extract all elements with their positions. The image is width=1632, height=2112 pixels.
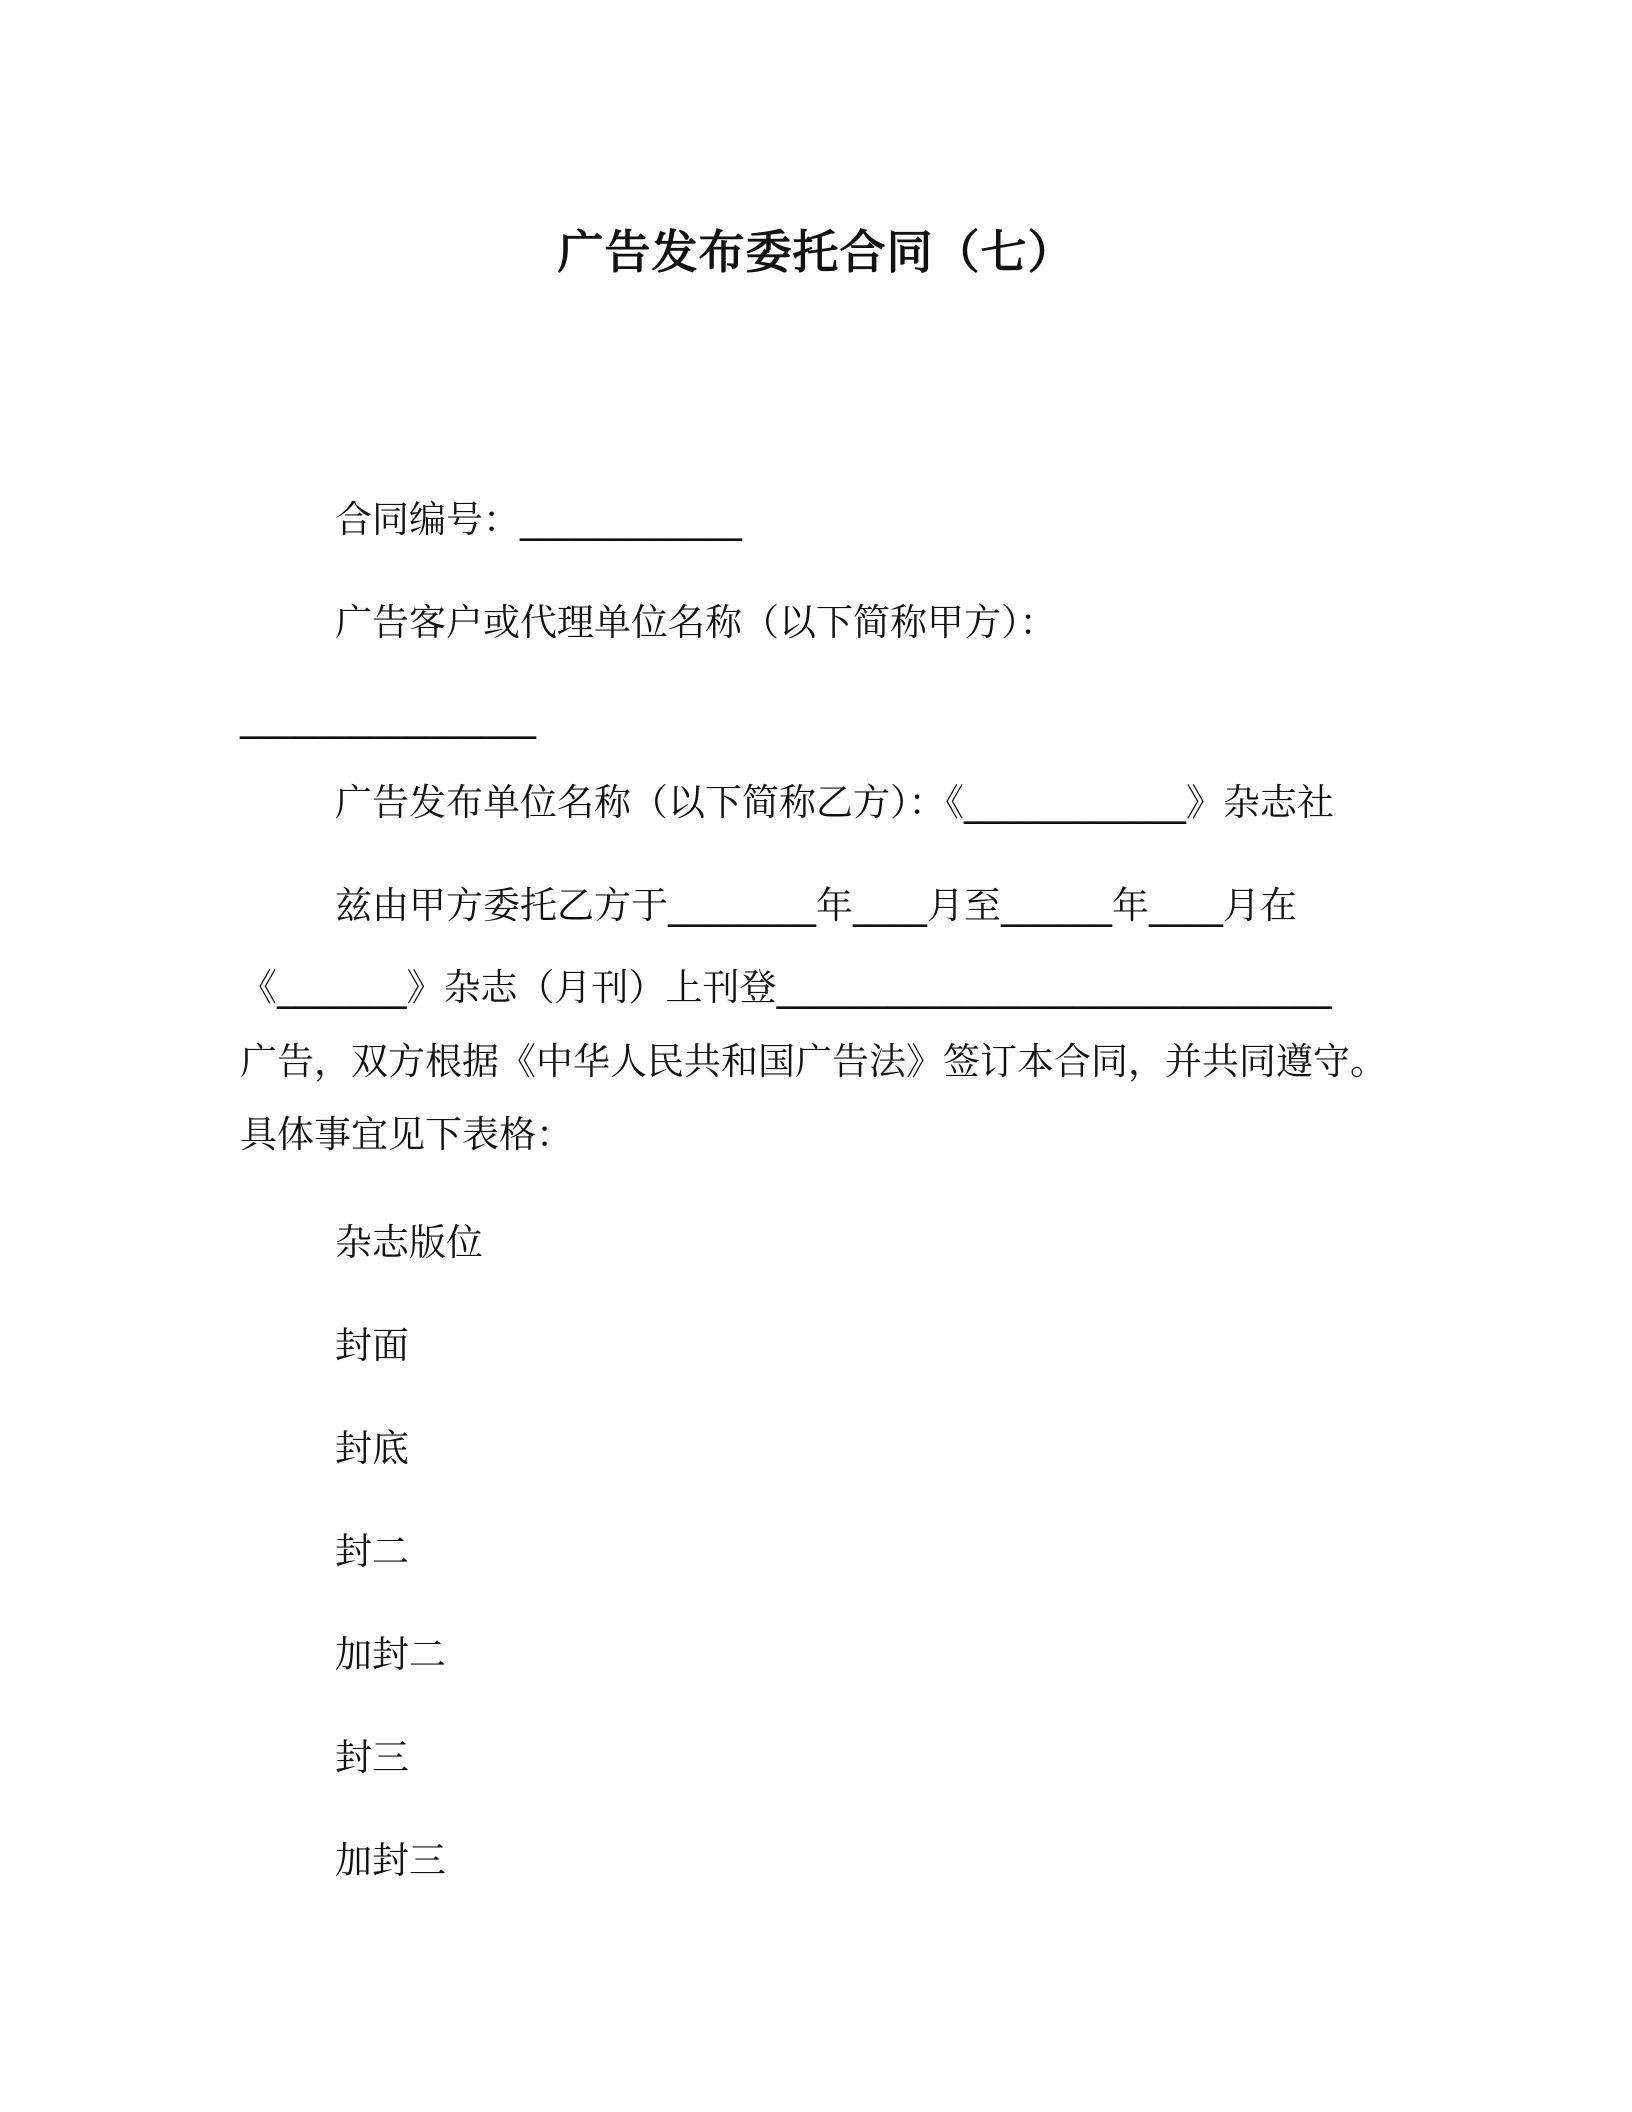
party-a-label-line: 广告客户或代理单位名称（以下简称甲方）： bbox=[335, 601, 1057, 644]
position-item: 封二 bbox=[335, 1530, 409, 1573]
party-b-line: 广告发布单位名称（以下简称乙方）：《____________》杂志社 bbox=[335, 781, 1334, 824]
position-item: 封面 bbox=[335, 1324, 409, 1367]
commission-line-4: 具体事宜见下表格： bbox=[240, 1113, 573, 1156]
contract-number-line: 合同编号：____________ bbox=[335, 498, 742, 541]
document-title: 广告发布委托合同（七） bbox=[557, 225, 1075, 279]
position-item: 加封三 bbox=[335, 1839, 446, 1882]
position-item: 封三 bbox=[335, 1736, 409, 1779]
position-item: 封底 bbox=[335, 1427, 409, 1470]
party-a-blank-line: ________________ bbox=[240, 696, 536, 739]
position-item: 加封二 bbox=[335, 1633, 446, 1676]
commission-line-3: 广告，双方根据《中华人民共和国广告法》签订本合同，并共同遵守。 bbox=[240, 1040, 1387, 1083]
positions-heading: 杂志版位 bbox=[335, 1221, 483, 1264]
commission-line-2: 《_______》杂志（月刊）上刊登______________________________ bbox=[240, 966, 1332, 1009]
commission-line-1: 兹由甲方委托乙方于________年____月至______年____月在 bbox=[335, 884, 1297, 927]
